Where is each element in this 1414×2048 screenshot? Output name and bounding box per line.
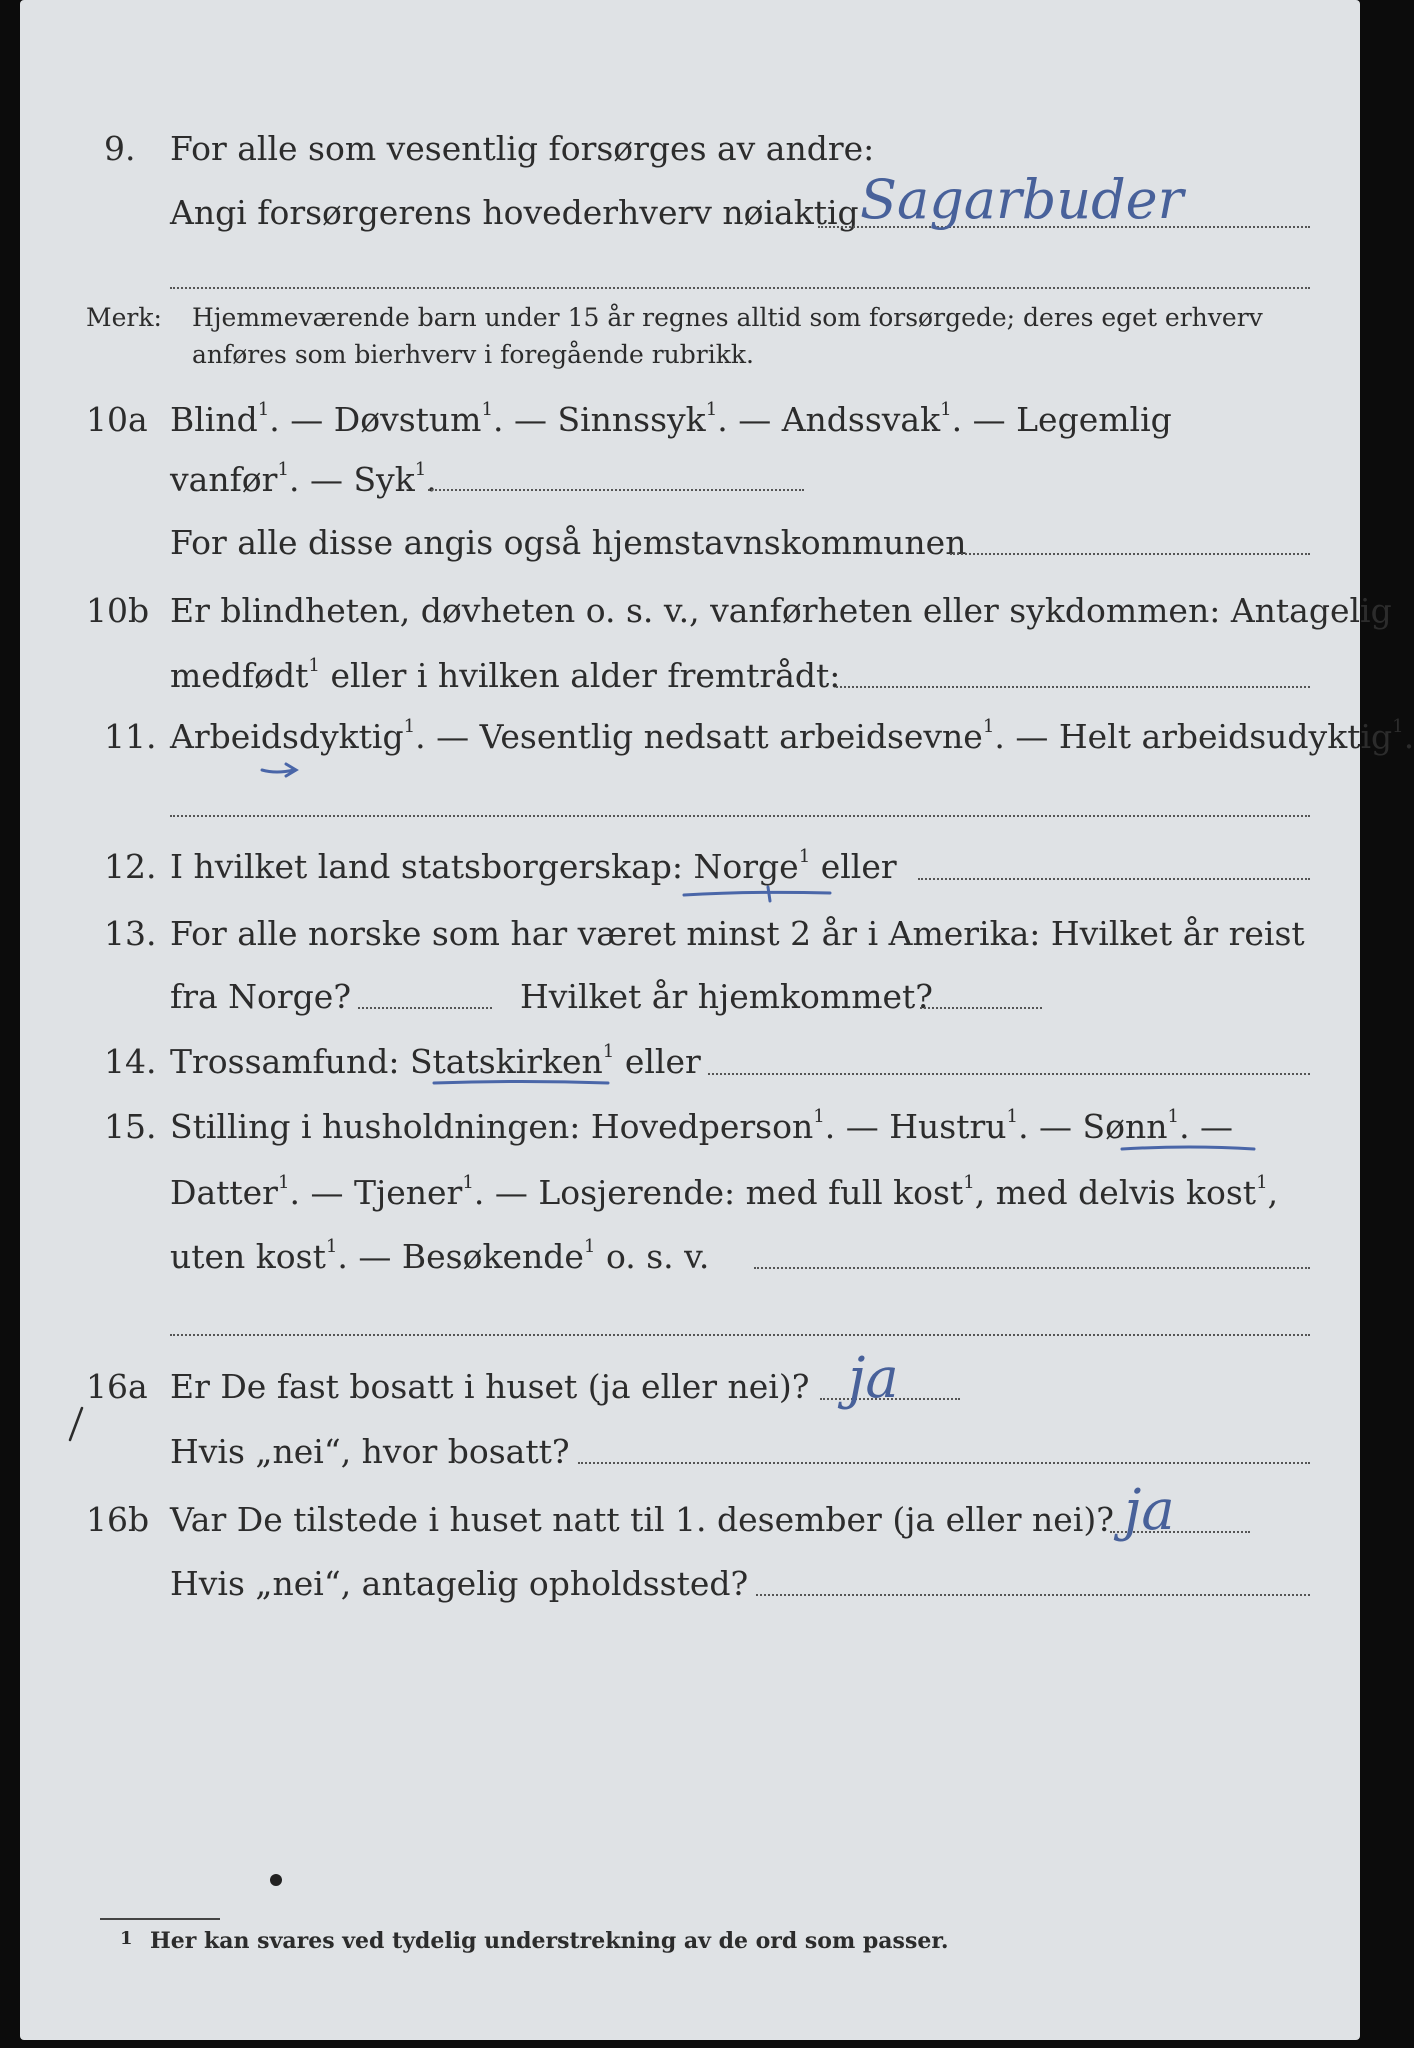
q12-citizenship-line: [918, 878, 1310, 880]
q14-line1: Trossamfund: Statskirken$^1$ eller: [170, 1041, 701, 1081]
q16a-line2: Hvis „nei“, hvor bosatt?: [170, 1432, 570, 1471]
q11-line1: Arbeidsdyktig$^1$. — Vesentlig nedsatt arbeidsevne$^1$. — Helt arbeidsudyktig$^1$.: [170, 716, 1414, 756]
q10b-line2: medfødt$^1$ eller i hvilken alder fremtrådt:: [170, 655, 841, 695]
q15-extra-line: [170, 1334, 1310, 1336]
q16a-handwritten-answer: ja: [848, 1346, 899, 1411]
q9-extra-line: [170, 287, 1310, 289]
q13-return-line: [920, 1007, 1042, 1009]
statskirken-underline-mark: [432, 1076, 612, 1090]
q15-line1: Stilling i husholdningen: Hovedperson$^1$. — Hustru$^1$. — Sønn$^1$. —: [170, 1106, 1234, 1146]
q12-number: 12.: [104, 847, 157, 886]
q13-number: 13.: [104, 914, 157, 953]
q10a-number: 10a: [86, 400, 148, 439]
q9-number: 9.: [104, 129, 136, 168]
q16b-line1: Var De tilstede i huset natt til 1. desember (ja eller nei)?: [170, 1500, 1114, 1539]
q13-line2a: fra Norge?: [170, 977, 352, 1016]
q9-handwritten-answer: Sagarbuder: [860, 168, 1184, 231]
q16a-line1: Er De fast bosatt i huset (ja eller nei)?: [170, 1367, 810, 1406]
q10a-line2: vanfør$^1$. — Syk$^1$.: [170, 459, 437, 499]
q14-religion-line: [708, 1073, 1310, 1075]
arrow-mark-icon: [258, 760, 308, 780]
footnote-text: Her kan svares ved tydelig understrekning av de ord som passer.: [150, 1928, 949, 1954]
q10a-home-municipality-line: [950, 553, 1310, 555]
q13-line2b: Hvilket år hjemkommet?: [520, 977, 933, 1016]
ink-dot: [270, 1874, 282, 1886]
q15-line2: Datter$^1$. — Tjener$^1$. — Losjerende: med full kost$^1$, med delvis kost$^1$,: [170, 1172, 1279, 1212]
q9-line2: Angi forsørgerens hovederhverv nøiaktig: [170, 193, 859, 232]
q15-household-line: [754, 1267, 1310, 1269]
q12-line1: I hvilket land statsborgerskap: Norge$^1$ eller: [170, 846, 897, 886]
q16b-handwritten-answer: ja: [1124, 1478, 1175, 1543]
footnote-rule: [100, 1918, 220, 1920]
q15-number: 15.: [104, 1107, 157, 1146]
q16a-number: 16a: [86, 1367, 148, 1406]
q10b-line1: Er blindheten, døvheten o. s. v., vanførheten eller sykdommen: Antagelig: [170, 591, 1392, 630]
note-label: Merk:: [86, 303, 162, 332]
q11-extra-line: [170, 815, 1310, 817]
margin-tick-mark: [60, 1404, 90, 1444]
q14-number: 14.: [104, 1042, 157, 1081]
footnote-mark: 1: [120, 1928, 133, 1949]
q13-line1: For alle norske som har været minst 2 år i Amerika: Hvilket år reist: [170, 914, 1305, 953]
q10b-number: 10b: [86, 591, 150, 630]
q16a-residence-line: [578, 1462, 1310, 1464]
q16b-line2: Hvis „nei“, antagelig opholdssted?: [170, 1564, 749, 1603]
q15-line3: uten kost$^1$. — Besøkende$^1$ o. s. v.: [170, 1236, 710, 1276]
q16b-number: 16b: [86, 1500, 150, 1539]
note-line2: anføres som bierhverv i foregående rubrikk.: [192, 340, 754, 369]
q13-departure-line: [358, 1007, 492, 1009]
sonn-underline-mark: [1120, 1141, 1260, 1157]
q10a-line1: Blind$^1$. — Døvstum$^1$. — Sinnssyk$^1$. — Andssvak$^1$. — Legemlig: [170, 399, 1172, 439]
q16b-location-line: [756, 1594, 1310, 1596]
q10a-sick-line: [428, 489, 804, 491]
note-line1: Hjemmeværende barn under 15 år regnes alltid som forsørgede; deres eget erhverv: [192, 303, 1263, 332]
norge-underline-mark: [680, 885, 840, 905]
q10b-age-line: [836, 686, 1310, 688]
q11-number: 11.: [104, 717, 157, 756]
q10a-line3: For alle disse angis også hjemstavnskommunen: [170, 523, 967, 562]
census-form-page: [20, 0, 1414, 2040]
q9-line1: For alle som vesentlig forsørges av andre:: [170, 129, 875, 168]
